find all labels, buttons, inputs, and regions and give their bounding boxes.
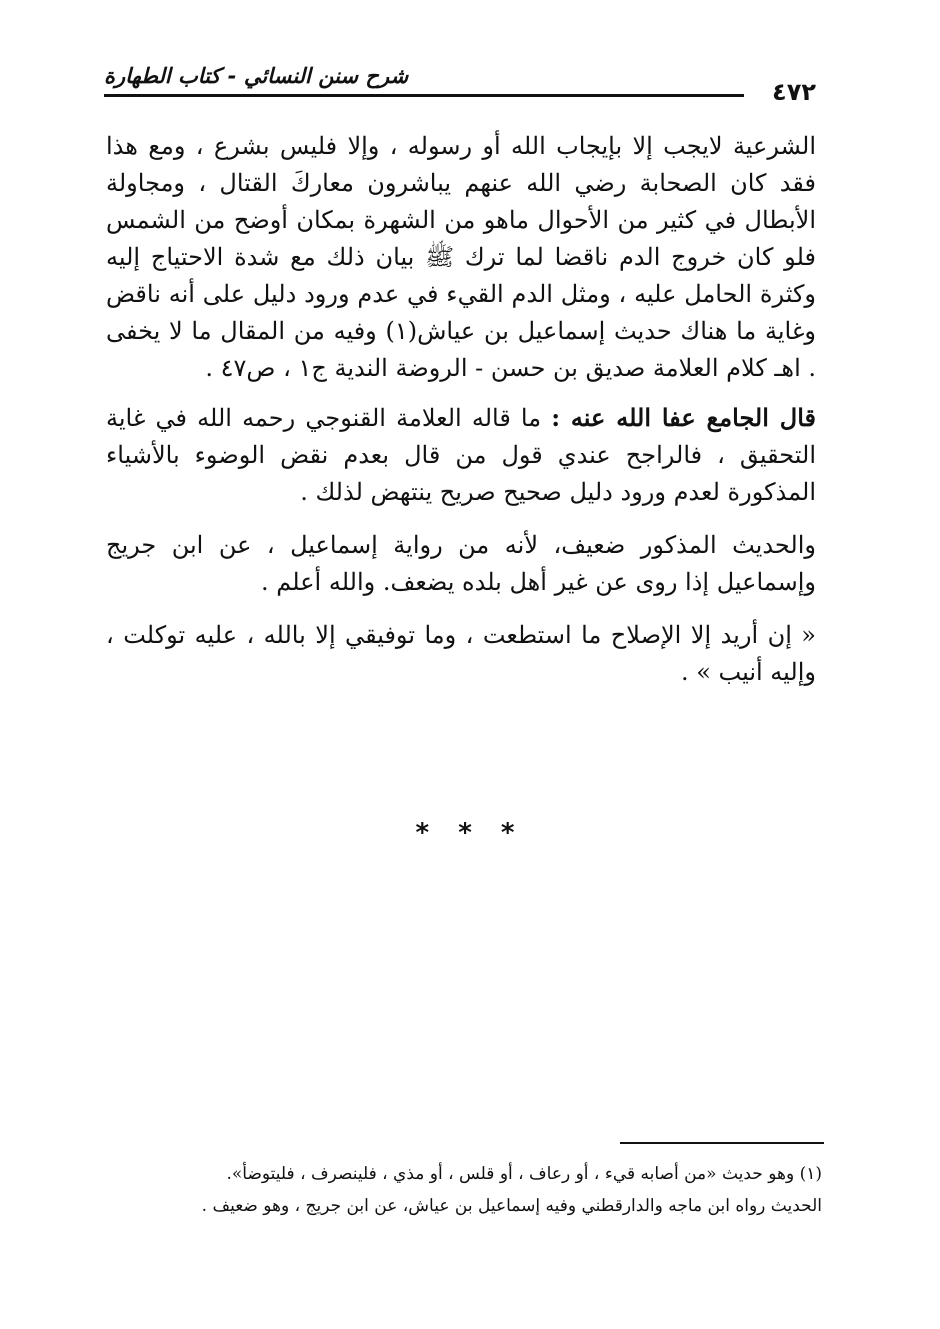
footnote-rule (620, 1142, 824, 1144)
paragraph-jami (106, 399, 816, 511)
section-separator: * * * (415, 818, 525, 848)
footnote-line-1: (١) وهو حديث «من أصابه قيء ، أو رعاف ، أو قلس ، أو مذي ، فلينصرف ، فليتوضأ». (226, 1164, 822, 1184)
jami-lead: قال الجامع عفا الله عنه : (551, 403, 816, 432)
paragraph-closing-verse: « إن أريد إلا الإصلاح ما استطعت ، وما توفيقي إلا بالله ، عليه توكلت ، وإليه أنيب » . (106, 621, 816, 686)
paragraph-quote: الشرعية لايجب إلا بإيجاب الله أو رسوله ، وإلا فليس بشرع ، ومع هذا فقد كان الصحابة رضي الله عنهم يباشرون معاركَ القتال ، ومجاولة الأبطال في كثير من الأحوال ماهو من الشهرة بمكان أوضح من الشمس فلو كان خروج الدم ناقضا لما ترك ﷺ بيان ذلك مع شدة الاحتياج إليه وكثرة الحامل عليه ، ومثل الدم القيء في عدم ورود دليل على أنه ناقض وغاية ما هناك حديث إسماعيل بن عياش(١) وفيه من المقال ما لا يخفى . اهـ كلام العلامة صديق بن حسن - الروضة الندية ج١ ، ص٤٧ . (106, 132, 817, 382)
main-text (106, 128, 816, 707)
header-rule (104, 94, 744, 97)
running-title: شرح سنن النسائي - كتاب الطهارة (104, 64, 409, 88)
page-number: ٤٧٢ (766, 78, 816, 106)
footnotes (110, 1158, 822, 1222)
page-header (104, 64, 816, 104)
paragraph-hadith-grading: والحديث المذكور ضعيف، لأنه من رواية إسماعيل ، عن ابن جريج وإسماعيل إذا روى عن غير أهل بلده يضعف. والله أعلم . (106, 531, 816, 596)
jami-text: ما قاله العلامة القنوجي رحمه الله في غاية التحقيق ، فالراجح عندي قول من قال بعدم نقض الوضوء بالأشياء المذكورة لعدم ورود دليل صحيح صريح ينتهض لذلك . (106, 404, 816, 506)
footnote-line-2: الحديث رواه ابن ماجه والدارقطني وفيه إسماعيل بن عياش، عن ابن جريج ، وهو ضعيف . (201, 1196, 822, 1216)
